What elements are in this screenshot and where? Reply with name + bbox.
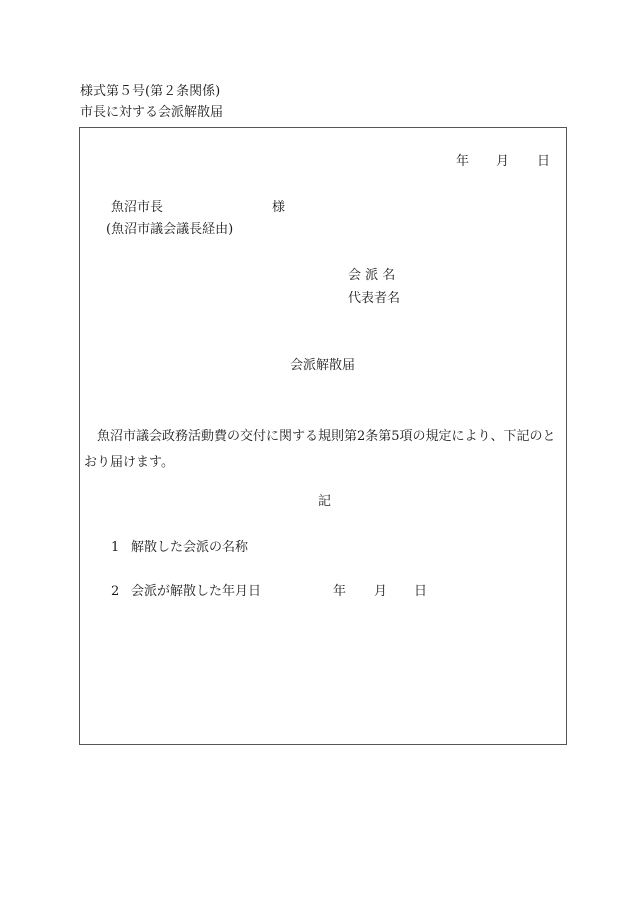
item-year: 年 [333, 584, 347, 599]
addressee-via: (魚沼市議会議長経由) [106, 222, 234, 237]
date-month: 月 [496, 154, 510, 169]
item-month: 月 [374, 584, 388, 599]
form-title: 市長に対する会派解散届 [80, 105, 224, 120]
body-paragraph: 魚沼市議会政務活動費の交付に関する規則第2条第5項の規定により、下記のとおり届けます。 [84, 429, 556, 470]
item-text: 解散した会派の名称 [131, 540, 249, 555]
item-number: 2 [111, 584, 120, 599]
item-text: 会派が解散した年月日 [131, 584, 262, 599]
faction-name-label: 会 派 名 [348, 268, 396, 283]
item-day: 日 [414, 584, 428, 599]
addressee-honorific: 様 [272, 200, 286, 215]
representative-label: 代表者名 [348, 291, 401, 306]
date-day: 日 [537, 154, 551, 169]
addressee-name: 魚沼市長 [111, 200, 164, 215]
document-title: 会派解散届 [290, 358, 356, 373]
record-heading: 記 [318, 494, 332, 509]
item-number: 1 [111, 540, 120, 555]
form-number: 様式第５号(第２条関係) [80, 84, 221, 99]
date-year: 年 [456, 154, 470, 169]
